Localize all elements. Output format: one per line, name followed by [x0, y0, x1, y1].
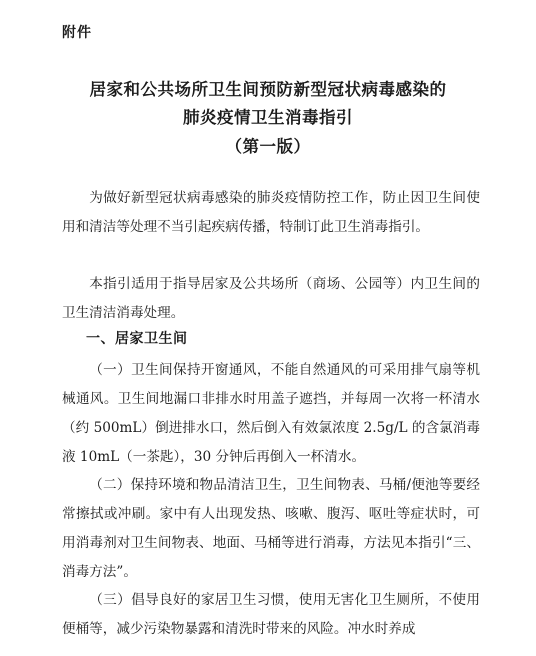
intro-paragraph-scope: 本指引适用于指导居家及公共场所（商场、公园等）内卫生间的卫生清洁消毒处理。 — [62, 276, 480, 321]
document-title-edition: （第一版） — [225, 137, 311, 156]
attachment-label: 附件 — [62, 25, 92, 41]
section-heading-home-toilet: 一、居家卫生间 — [86, 331, 188, 347]
section-paragraph-3: （三）倡导良好的家居卫生习惯，使用无害化卫生厕所，不使用便桶等，减少污染物暴露和清洗时带来的风险。冲水时养成 — [62, 592, 480, 637]
section-paragraph-1: （一）卫生间保持开窗通风，不能自然通风的可采用排气扇等机械通风。卫生间地漏口非排水时用盖子遮挡，并每周一次将一杯清水（约 500mL）倒进排水口，然后倒入有效氯浓度 2.5g/L 的含氯消毒液 10mL（一茶匙），30 分钟后再倒入一杯清水。 — [62, 362, 480, 465]
document-title-line-2: 肺炎疫情卫生消毒指引 — [183, 108, 353, 127]
document-title-line-1: 居家和公共场所卫生间预防新型冠状病毒感染的 — [89, 80, 447, 99]
section-paragraph-2: （二）保持环境和物品清洁卫生，卫生间物表、马桶/便池等要经常擦拭或冲刷。家中有人出现发热、咳嗽、腹泻、呕吐等症状时，可用消毒剂对卫生间物表、地面、马桶等进行消毒，方法见本指引“三、消毒方法”。 — [62, 477, 480, 580]
intro-paragraph-purpose: 为做好新型冠状病毒感染的肺炎疫情防控工作，防止因卫生间使用和清洁等处理不当引起疾病传播，特制订此卫生消毒指引。 — [62, 190, 480, 235]
